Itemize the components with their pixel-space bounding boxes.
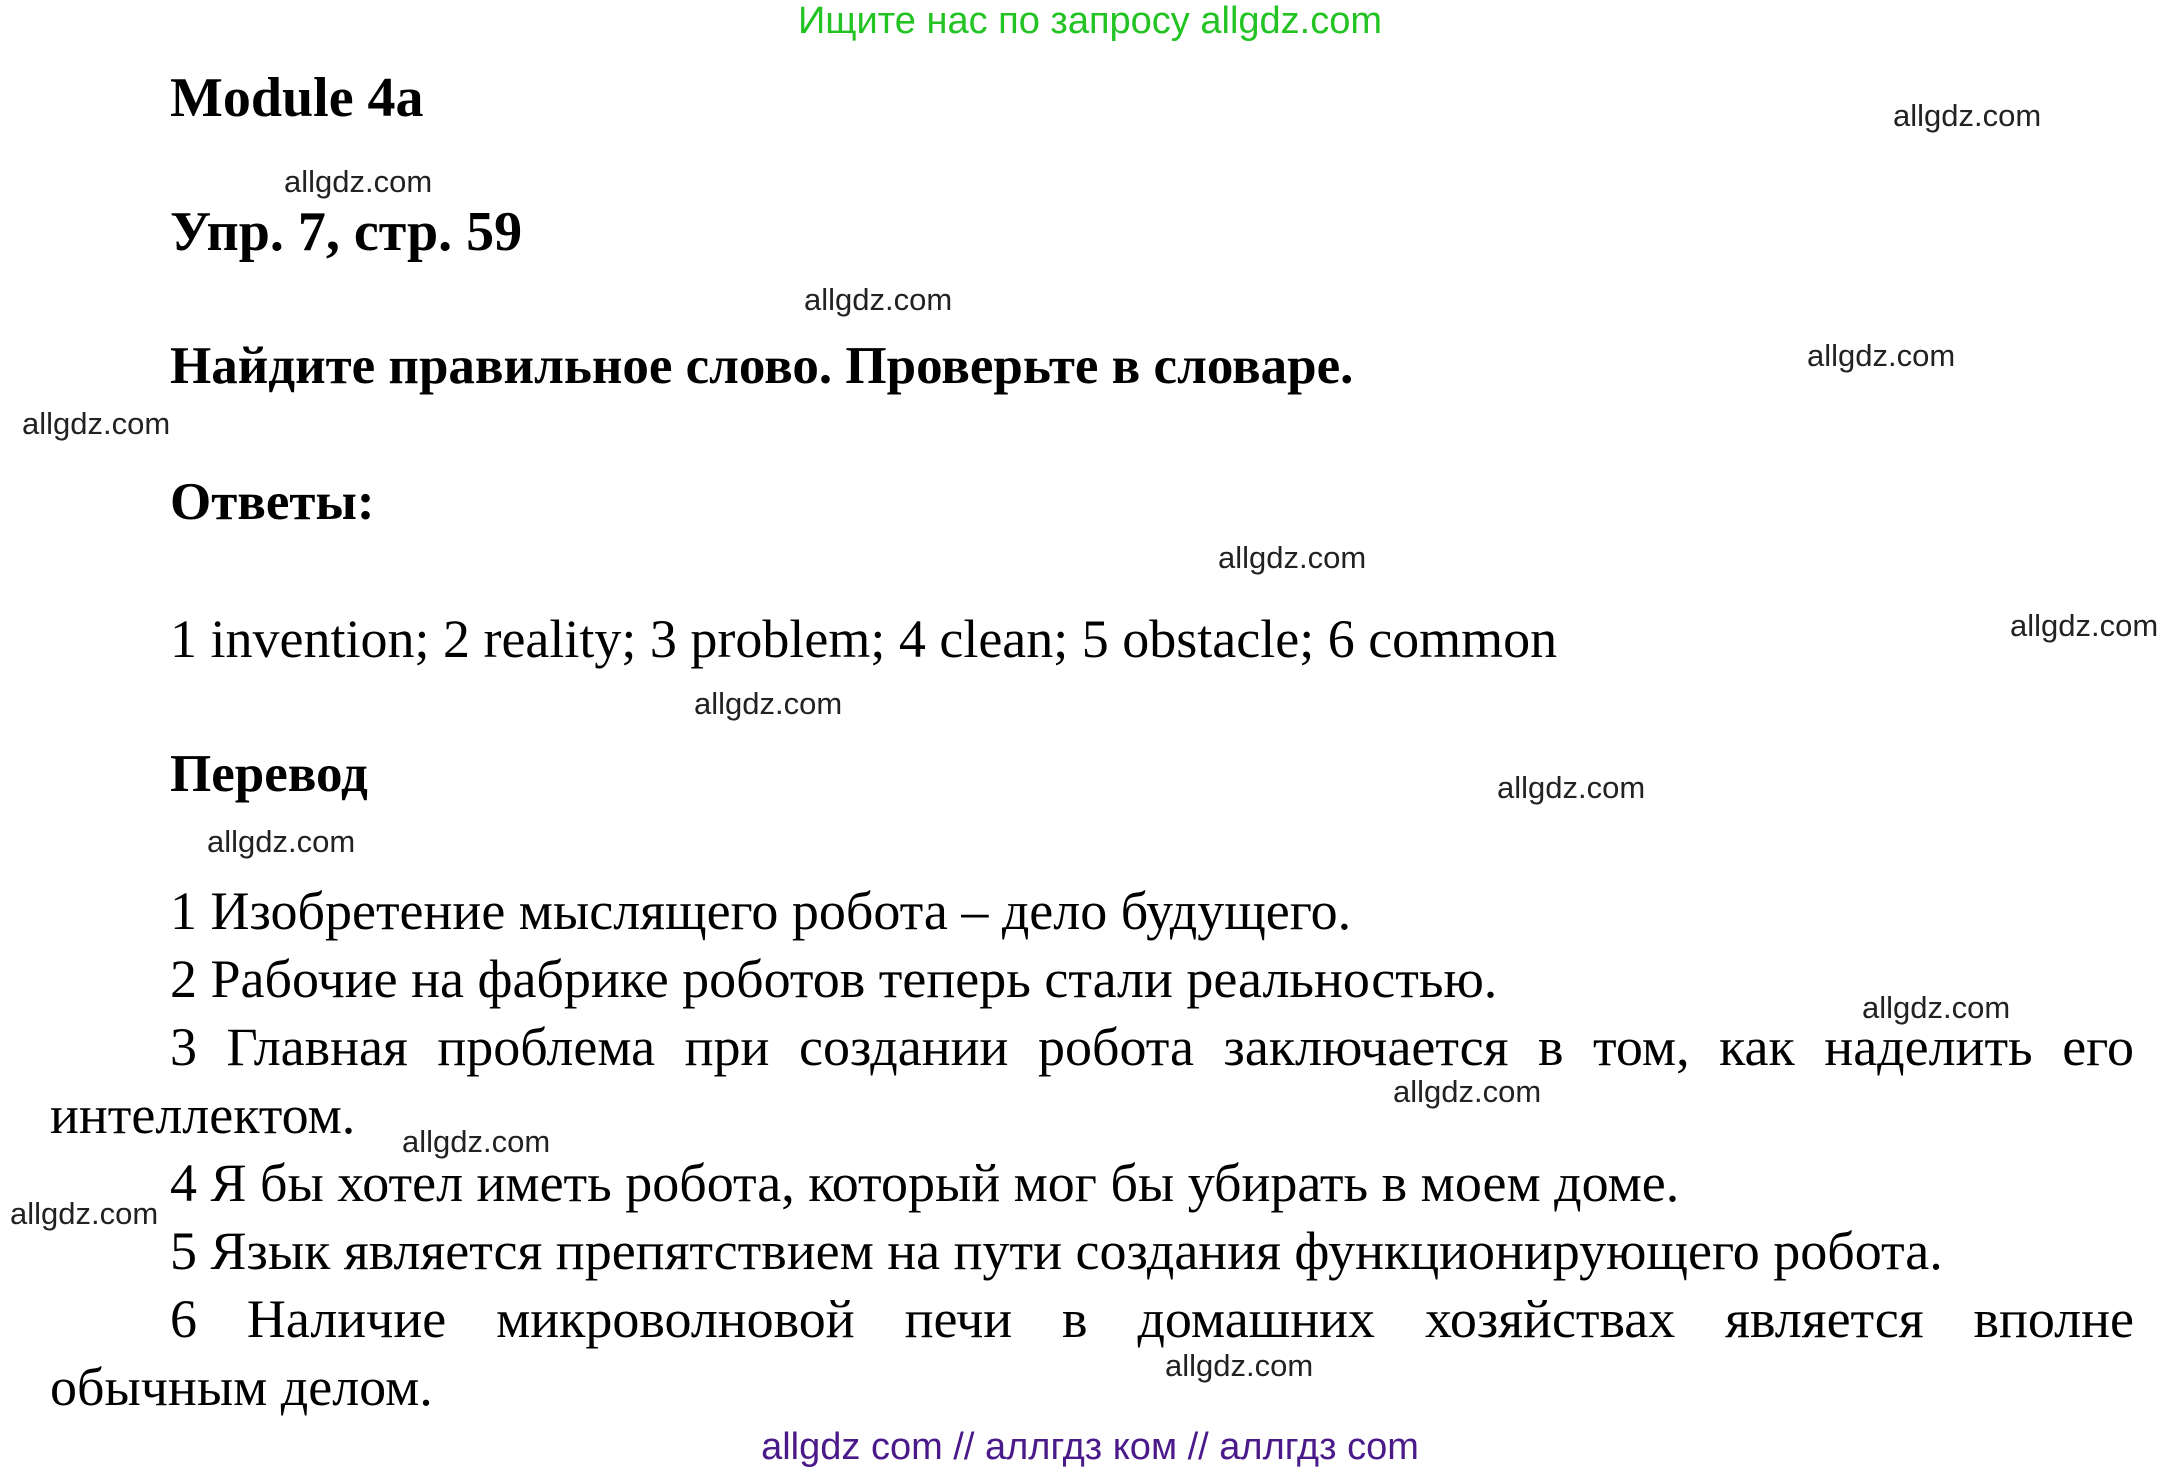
watermark: allgdz.com [1862,990,2011,1025]
watermark: allgdz.com [10,1196,159,1231]
top-banner[interactable]: Ищите нас по запросу allgdz.com [797,0,1382,42]
watermark: allgdz.com [284,164,433,199]
translation-line-2: 2 Рабочие на фабрике роботов теперь стали реальностью. [170,949,1498,1009]
task-heading: Найдите правильное слово. Проверьте в словаре. [170,337,1354,395]
watermark: allgdz.com [402,1124,551,1159]
answers-heading: Ответы: [170,473,375,531]
translation-line-3-continued: интеллектом. [50,1085,356,1145]
translation-line-6: 6 Наличие микроволновой печи в домашних хозяйствах является вполне [170,1289,2134,1349]
watermark: allgdz.com [1893,98,2042,133]
translation-line-5: 5 Язык является препятствием на пути создания функционирующего робота. [170,1221,1943,1281]
translation-heading: Перевод [170,745,368,803]
translation-line-3: 3 Главная проблема при создании робота заключается в том, как наделить его [170,1017,2134,1077]
module-heading: Module 4a [170,67,424,129]
watermark: allgdz.com [22,406,171,441]
watermark: allgdz.com [804,282,953,317]
translation-line-4: 4 Я бы хотел иметь робота, который мог бы убирать в моем доме. [170,1153,1680,1213]
watermark: allgdz.com [694,686,843,721]
watermark: allgdz.com [1497,770,1646,805]
watermark: allgdz.com [1165,1348,1314,1383]
watermark: allgdz.com [2010,608,2159,643]
watermark: allgdz.com [207,824,356,859]
watermark: allgdz.com [1393,1074,1542,1109]
translation-line-1: 1 Изобретение мыслящего робота – дело будущего. [170,881,1352,941]
exercise-heading: Упр. 7, стр. 59 [170,201,523,263]
bottom-banner[interactable]: allgdz com // аллгдз ком // аллгдз com [761,1426,1419,1468]
watermark: allgdz.com [1218,540,1367,575]
watermark: allgdz.com [1807,338,1956,373]
translation-line-6-continued: обычным делом. [50,1357,433,1417]
answers-text: 1 invention; 2 reality; 3 problem; 4 clean; 5 obstacle; 6 common [170,609,1558,669]
